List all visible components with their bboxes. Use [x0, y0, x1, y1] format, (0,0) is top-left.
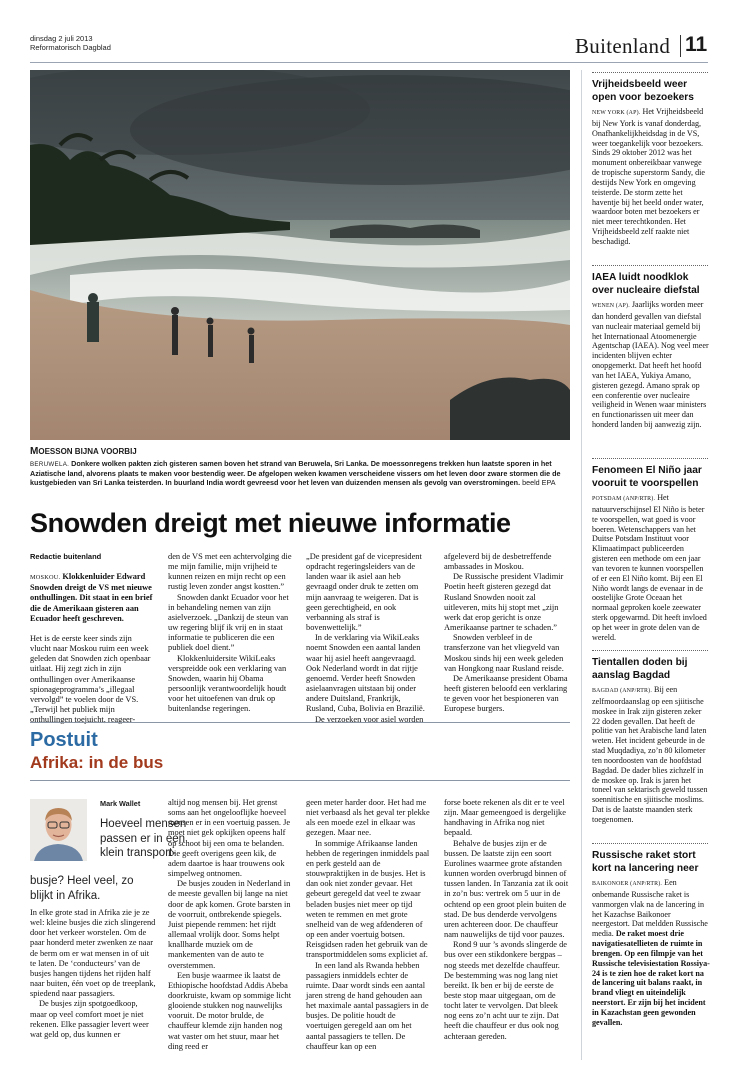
brief-rule	[592, 458, 708, 459]
postuit-intro-continued: busje? Heel veel, zo blijkt in Afrika.	[30, 875, 134, 902]
article-paragraph: Snowden verbleef in de transferzone van het vliegveld van Moskou sinds hij een week geleden van Hongkong naar Rusland reisde.	[444, 633, 564, 673]
brief-title: Russische raket stort kort na lancering neer	[592, 850, 699, 874]
brief-title: Tientallen doden bij aanslag Bagdad	[592, 657, 688, 681]
header-divider	[680, 35, 681, 57]
postuit-paragraph: forse boete rekenen als dit er te veel zijn. Maar gemeengoed is dergelijke handhaving in Afrika nog niet bepaald.	[444, 798, 566, 838]
header-date	[30, 34, 111, 52]
postuit-paragraph: In elke grote stad in Afrika zie je ze wel: kleine busjes die zich slingerend door het verkeer worstelen. Om de paar honderd meter zwenken ze naar de berm om er wat mensen in of uit te laten. De ‘conducteurs’ van de busjes hangen tijdens het rijden half naar buiten, één voet op de treeplank, spiedend naar passagiers.	[30, 908, 156, 999]
byline-gap	[30, 562, 154, 572]
brief-body	[592, 300, 710, 430]
brief-dateline: BAGDAD (ANP/RTR).	[592, 688, 652, 694]
postuit-paragraph: geen meter harder door. Het had me niet verbaasd als het geval ter plekke als een moede ezel in elkaar was gezegen. Maar nee.	[306, 798, 430, 838]
page-number: 11	[685, 33, 708, 56]
article-paragraph: Het is de eerste keer sinds zijn vlucht naar Moskou ruim een week geleden dat Snowden zich openbaar uitlaat. Hij zegt zich in zijn onthullingen over Amerikaanse spionageprogramma’s „illegaal vervolgd” te voelen door de VS. „Terwijl het publiek mijn onthullingen toejuicht, reageer-	[30, 633, 151, 725]
article-paragraph: De Amerikaanse president Obama heeft gisteren beloofd een verklaring te geven voor het bespioneren van Europese burgers.	[444, 673, 568, 714]
postuit-paragraph: De busjes zouden in Nederland in de meeste gevallen bij lange na niet door de apk komen. Grote barsten in de voorruit, ontbrekende spiegels. Juist piepende remmen: het rijdt allemaal vrolijk door. Soms helpt knallharde muziek om de mankementen van de auto te overstemmen.	[168, 879, 291, 970]
issue-date: dinsdag 2 juli 2013	[30, 34, 93, 43]
section-title: Buitenland	[575, 34, 671, 58]
article-column-2	[168, 552, 292, 715]
photo-credit: beeld EPA	[522, 478, 556, 488]
brief-statue-of-liberty	[592, 78, 710, 247]
postuit-bottom-rule	[30, 780, 570, 781]
caption-title-initial: M	[30, 446, 39, 457]
article-byline: Redactie buitenland	[30, 552, 102, 561]
brief-body	[592, 493, 710, 643]
brief-body	[592, 878, 710, 1028]
brief-text: Een onbemande Russische raket is vanmorgen vlak na de lancering in het Kazachse Baikonoer neergestort. Dat meldden Russische media.	[592, 878, 708, 939]
article-paragraph: den de VS met een achtervolging die me mijn familie, mijn vrijheid te kunnen reizen en mijn recht op een rustig leven zonder angst kostten.”	[168, 552, 292, 592]
postuit-paragraph: In sommige Afrikaanse landen hebben de regeringen inmiddels paal en perk gesteld aan de stouwpraktijken in de busjes. Het is dan ook niet zonder gevaar. Het gebeurt geregeld dat veel te zwaar beladen busjes niet meer op tijd weten te remmen en met grote snelheid van de weg afdenderen of op een ander voertuig botsen. Reisgidsen raden het gebruik van de transportmiddelen soms expliciet af.	[306, 838, 430, 960]
article-paragraph: De verzoeken voor asiel worden	[315, 714, 424, 724]
article-column-1	[30, 552, 154, 725]
article-lead-text: Klokkenluider Edward Snowden dreigt de VS met nieuwe onthullingen. Dit staat in een brief die de Amerikaan gisteren aan Ecuador heeft geschreven.	[30, 572, 153, 623]
brief-title: Fenomeen El Niño jaar vooruit te voorspellen	[592, 465, 702, 489]
sidebar-divider	[581, 70, 582, 1060]
brief-rule	[592, 265, 708, 266]
brief-russian-rocket	[592, 849, 710, 1028]
brief-title: Vrijheidsbeeld weer open voor bezoekers	[592, 79, 694, 103]
article-lead	[30, 572, 154, 624]
newspaper-name: Reformatorisch Dagblad	[30, 43, 111, 52]
brief-dateline: NEW YORK (AP).	[592, 110, 641, 116]
article-paragraph: De Russische president Vladimir Poetin heeft gisteren gezegd dat Rusland Snowden nooit zal uitleveren, mits hij stopt met „zijn werk dat erop gericht is onze Amerikaanse partner te schaden.”	[444, 572, 564, 633]
article-paragraph: „De president gaf de vicepresident opdracht regeringsleiders van de landen waar ik asiel aan heb gevraagd onder druk te zetten om mijn aanvraag te weigeren. Dat is geen gerechtigheid, en ook verbanning als straf is bovenwettelijk.”	[306, 552, 422, 633]
brief-title: IAEA luidt noodklok over nucleaire diefstal	[592, 272, 700, 296]
postuit-intro: Hoeveel mensen passen er in een klein transport-	[100, 818, 187, 859]
postuit-author: Mark Wallet	[100, 799, 141, 808]
article-paragraph: Klokkenluidersite WikiLeaks verspreidde ook een verklaring van Snowden, waarin hij Obama persoonlijk verantwoordelijk houdt voor het uitoefenen van druk op buitenlandse regeringen.	[168, 653, 287, 714]
postuit-title: Afrika: in de bus	[30, 753, 164, 772]
postuit-label: Postuit	[30, 729, 98, 751]
caption-text: Donkere wolken pakten zich gisteren samen boven het strand van Beruwela, Sri Lanka. De moessonregens trekken hun laatste sporen in het Aziatische land, alvorens plaats te maken voor bestendig weer. De afgelopen weken kwamen verscheidene vissers om het leven door zware stormen die de kustgebieden van Sri Lanka teisterden. In buurland India wordt gevreesd voor het leven van duizenden mensen als gevolg van overstromingen.	[30, 459, 561, 488]
caption-title-rest: OESSON BIJNA VOORBIJ	[38, 447, 137, 456]
postuit-column-4	[444, 798, 570, 1042]
article-paragraph: In de verklaring via WikiLeaks noemt Snowden een aantal landen waar hij asiel heeft aangevraagd. Ook Nederland wordt in dat rijtje genoemd. Verder heeft Snowden asielaanvragen uitstaan bij onder andere Duitsland, Frankrijk, Rusland, Cuba, Bolivia en Brazilië.	[306, 633, 425, 714]
postuit-column-2	[168, 798, 294, 1052]
header-rule	[30, 62, 708, 63]
author-portrait	[30, 799, 87, 861]
article-paragraph: Snowden dankt Ecuador voor het in behandeling nemen van zijn asielverzoek. „Dankzij de steun van uw regering blijf ik vrij en in staat informatie te publiceren die een publiek doel dient.”	[168, 592, 289, 653]
postuit-paragraph: In een land als Rwanda hebben passagiers inmiddels echter de ruimte. Daar wordt sinds een aantal jaren streng de hand gehouden aan het maximale aantal passagiers in de busjes. De politie houdt de voertuigen geregeld aan om het aantal passagiers te tellen. De chauffeur kan op een	[306, 960, 429, 1051]
brief-text: Jaarlijks worden meer dan honderd gevallen van diefstal van nucleair materiaal gemeld bij het Internationaal Atoomenergie Agentschap (IAEA). Nog veel meer incidenten blijven echter onopgemerkt. Dat heeft het hoofd van het IAEA, Yukiya Amano, gisteren gezegd. Amano sprak op een conferentie over nucleaire veiligheid in Wenen waar ministers en functionarissen uit meer dan honderd landen bij aanwezig zijn.	[592, 300, 709, 430]
brief-dateline: WENEN (AP).	[592, 303, 630, 309]
caption-dateline: BERUWELA.	[30, 461, 70, 468]
brief-rule	[592, 843, 708, 844]
brief-body	[592, 107, 710, 247]
article-headline: Snowden dreigt met nieuwe informatie	[30, 508, 511, 538]
beach-storm-photo	[30, 70, 570, 440]
article-dateline: MOSKOU.	[30, 574, 61, 582]
author-photo	[30, 799, 87, 861]
brief-text: Bij een zelfmoordaanslag op een sjiitische moskee in Irak zijn gisteren zeker 22 doden gevallen. Dat heeft de politie van het Arabische land laten weten. Het incident gebeurde in de stad Muqdadiya, zo’n 80 kilometer ten noordoosten van de hoofdstad Bagdad. De dader blies zichzelf in de moskee op. Irak is jaren het toneel van sektarisch geweld tussen soennitische en sjiitische moslims. Dat is de laatste maanden sterk toegenomen.	[592, 685, 708, 824]
brief-rule	[592, 72, 708, 73]
postuit-paragraph: Een busje waarmee ik laatst de Ethiopische hoofdstad Addis Abeba doorkruiste, kwam op sommige licht glooiende stukken nog nauwelijks vooruit. De motor brulde, de chauffeur klemde zijn handen nog wat vaster om het stuur, maar het ding reed er	[168, 970, 292, 1051]
caption-title	[30, 446, 570, 458]
brief-iaea	[592, 271, 710, 430]
postuit-column-1	[30, 908, 156, 1040]
postuit-paragraph: De busjes zijn spotgoedkoop, maar op veel comfort moet je niet rekenen. Elke passagier levert weer wat geld op, dus kunnen er	[30, 999, 149, 1039]
brief-text: Het natuurverschijnsel El Niño is beter te voorspellen, wat goed is voor boeren. Wetenschappers van het Duitse Potsdam Instituut voor Klimaatimpact publiceerden gisteren een methode om een jaar van tevoren te kunnen voorspellen of er een El Niño komt. Bij een El Niño wordt langs de evenaar in de oostelijke Grote Oceaan het normaal geproken koele zeewater sterk opgewarmd. Dit heeft invloed op het weer in grote delen van de wereld.	[592, 493, 707, 642]
postuit-column-3	[306, 798, 432, 1052]
brief-el-nino	[592, 464, 710, 643]
brief-rule	[592, 650, 708, 651]
article-paragraph: afgeleverd bij de desbetreffende ambassades in Moskou.	[444, 552, 552, 572]
brief-bagdad	[592, 656, 710, 825]
brief-dateline: BAIKONOER (ANP/RTR).	[592, 881, 663, 887]
postuit-top-rule	[30, 722, 570, 723]
brief-text: Het Vrijheidsbeeld bij New York is vanaf donderdag, Onafhankelijkheidsdag in de VS, weer toegankelijk voor bezoekers. Sinds 29 oktober 2012 was het monument onbereikbaar vanwege de tropische superstorm Sandy, die destijds New York en omgeving teisterde. De storm zette het haventje bij het beeld onder water, waardoor boten met bezoekers er niet meer terechtkonden. Het Vrijheidsbeeld zelf raakte niet beschadigd.	[592, 107, 705, 246]
postuit-paragraph: Behalve de busjes zijn er de bussen. De laatste zijn een soort Eurolines waarmee grote afstanden kunnen worden overbrugd binnen of tussen landen. In Tanzania zat ik ooit in zo’n bus: vertrek om 5 uur in de ochtend op een groot plein buiten de stad. De bus denderde vervolgens uren achtereen door. De chauffeur nam nauwelijks de tijd voor pauzes.	[444, 838, 569, 940]
brief-text-bold: De raket moest drie navigatiesatellieten de ruimte in brengen. Op een filmpje van het Russische televisiestation Rossiya-24 is te zien hoe de raket kort na de lancering uit balans raakt, in brand vliegt en uiteindelijk neerstort. Er zijn bij het incident in Kazachstan geen gewonden gevallen.	[592, 929, 710, 1027]
beach-photo-illustration	[30, 70, 570, 440]
postuit-paragraph: Rond 9 uur ’s avonds slingerde de bus over een stikdonkere bergpas – nog steeds met dezelfde chauffeur. De bestemming was nog lang niet bereikt. Ik ben er bij de eerste de beste stop maar uitgegaan, om de tocht later te vervolgen. Dat bleek nog eens zo’n acht uur te zijn. Dat heeft die chauffeur er dus ook nog achteraan gereden.	[444, 940, 567, 1041]
article-column-4	[444, 552, 570, 715]
article-column-3	[306, 552, 430, 725]
postuit-paragraph: altijd nog mensen bij. Het grenst soms aan het ongelooflijke hoeveel mensen er in een voertuig passen. Je moet niet gek opkijken opeens half op schoot bij een oma te belanden. Die geeft overigens geen kik, de adem daartoe is haar trouwens ook simpelweg ontnomen.	[168, 798, 291, 879]
photo-caption	[30, 446, 570, 487]
brief-dateline: POTSDAM (ANP/RTR).	[592, 496, 656, 502]
brief-body	[592, 685, 710, 825]
